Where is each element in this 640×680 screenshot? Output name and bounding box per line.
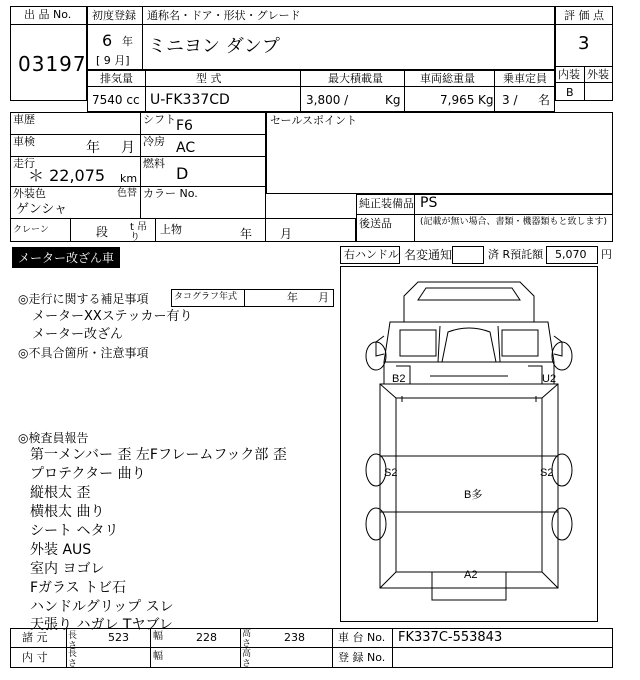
recycle-amount: 5,070 [555,248,587,261]
max-load-label: 最大積載量 [328,72,383,85]
model-label: 型 式 [196,72,222,85]
interior-label: 内装 [558,68,580,81]
total-weight-label: 車両総重量 [420,72,475,85]
color-label: 外装色 [13,187,46,200]
damage-mark: U2 [542,373,557,385]
mileage-value: ＊ 22,075 [28,166,106,185]
inspector-note: ハンドルグリップ スレ [30,599,174,615]
first-reg-label: 初度登録 [92,9,136,22]
inspector-note: 天張り ハガレ Tヤブレ [30,617,173,633]
driving-note: メーター改ざん [32,327,124,342]
footer-box [10,628,613,668]
model-value: U-FK337CD [150,92,230,108]
color-code-label: カラー No. [143,187,198,200]
tacho-month: 月 [318,291,329,304]
lot-number: 03197 [18,52,87,76]
score-label: 評 価 点 [564,9,604,22]
recycle-label: 済 R預託額 [488,248,544,261]
dump-bed [380,384,558,588]
mount-year: 年 [240,227,253,241]
interior-grade: B [566,86,574,99]
shift-value: F6 [176,118,193,134]
color-no-label: 色替 [117,188,137,199]
meter-tampered-badge: メーター改ざん車 [12,247,120,268]
crane-stage: 段 [96,225,109,239]
inspection-year: 年 [86,140,100,156]
reg-year: 6 [102,31,113,50]
driving-remarks-title: ◎走行に関する補足事項 [18,292,149,306]
damage-mark: B2 [392,373,406,385]
length-value: 523 [108,631,129,644]
width-label: 幅 [153,631,163,642]
damage-mark: A2 [464,569,478,581]
crane-label: クレーン [13,225,49,235]
inspection-label: 車検 [13,135,35,148]
inspector-note: 縦根太 歪 [30,485,91,501]
name-label: 通称名・ドア・形状・グレード [147,9,301,22]
aircon-label: 冷房 [143,135,165,148]
displacement-label: 排気量 [100,72,133,85]
inspector-note: 横根太 曲り [30,504,105,520]
width-value: 228 [196,631,217,644]
tacho-label: タコグラフ年式 [174,292,238,302]
name-change-label: 名変通知 [404,248,453,262]
color-value: ゲンシャ [16,202,68,217]
damage-mark: S2 [540,467,554,479]
aircon-value: AC [176,140,196,156]
score-value: 3 [578,33,590,54]
mount-month: 月 [280,227,293,241]
max-load-value: 3,800 / [306,93,349,107]
defects-title: ◎不具合箇所・注意事項 [18,346,149,360]
reg-month: [ 9 月] [96,54,130,67]
inspector-note: Fガラス トビ石 [30,580,127,596]
mileage-unit: km [120,172,138,185]
interior-width-label: 幅 [153,651,163,662]
total-weight-unit: Kg [478,93,494,107]
interior-dims-label: 内 寸 [22,651,48,664]
equipment-value: PS [420,195,438,211]
exterior-label: 外装 [587,68,609,81]
tacho-year: 年 [287,291,298,304]
interior-height-label: 高さ [242,649,252,669]
capacity-label: 乗車定員 [503,72,547,85]
height-value: 238 [284,631,305,644]
name-change-box [452,246,484,264]
interior-length-label: 長さ [68,649,78,669]
inspector-note: 第一メンバー 歪 左Fフレームフック部 歪 [30,447,287,463]
driving-note: メーターXXステッカー有り [32,309,193,324]
sales-point-label: セールスポイント [270,114,358,127]
crane-hang: t 吊り [130,222,148,243]
max-load-unit: Kg [385,93,401,107]
lot-label: 出 品 No. [24,8,72,21]
recycle-unit: 円 [601,248,612,261]
fuel-value: D [176,164,189,183]
chassis-label: 車 台 No. [338,631,386,644]
inspection-month: 月 [121,140,135,156]
total-weight-value: 7,965 [440,93,475,107]
reg-year-unit: 年 [122,35,133,48]
truck-diagram [340,266,598,622]
fuel-label: 燃料 [143,157,165,170]
equipment-label: 純正装備品 [359,197,414,210]
mount-label: 上物 [160,223,182,236]
aftermarket-note: (記載が無い場合、書類・機器類もと致します) [420,217,608,227]
reg-no-label: 登 録 No. [338,651,386,664]
height-label: 高さ [242,629,252,649]
inspector-note: 外装 AUS [30,542,92,558]
history-label: 車歴 [13,113,35,126]
capacity-unit: 名 [538,93,551,107]
aftermarket-label: 後送品 [359,217,392,230]
inspector-note: シート ヘタリ [30,523,119,539]
damage-mark: S2 [384,467,398,479]
damage-mark: B多 [464,489,483,501]
capacity-value: 3 / [502,93,518,107]
inspector-note: プロテクター 曲り [30,466,146,482]
mileage-label: 走行 [13,157,35,170]
displacement-value: 7540 cc [92,93,140,107]
chassis-no: FK337C-553843 [398,630,503,645]
shift-label: シフト [143,113,176,126]
dims-label: 諸 元 [22,631,48,644]
rhd-label: 右ハンドル [344,248,399,261]
inspector-note: 室内 ヨゴレ [30,561,105,577]
length-label: 長さ [68,631,78,651]
inspector-title: ◎検査員報告 [18,431,89,445]
vehicle-name: ミニヨン ダンプ [148,36,280,57]
